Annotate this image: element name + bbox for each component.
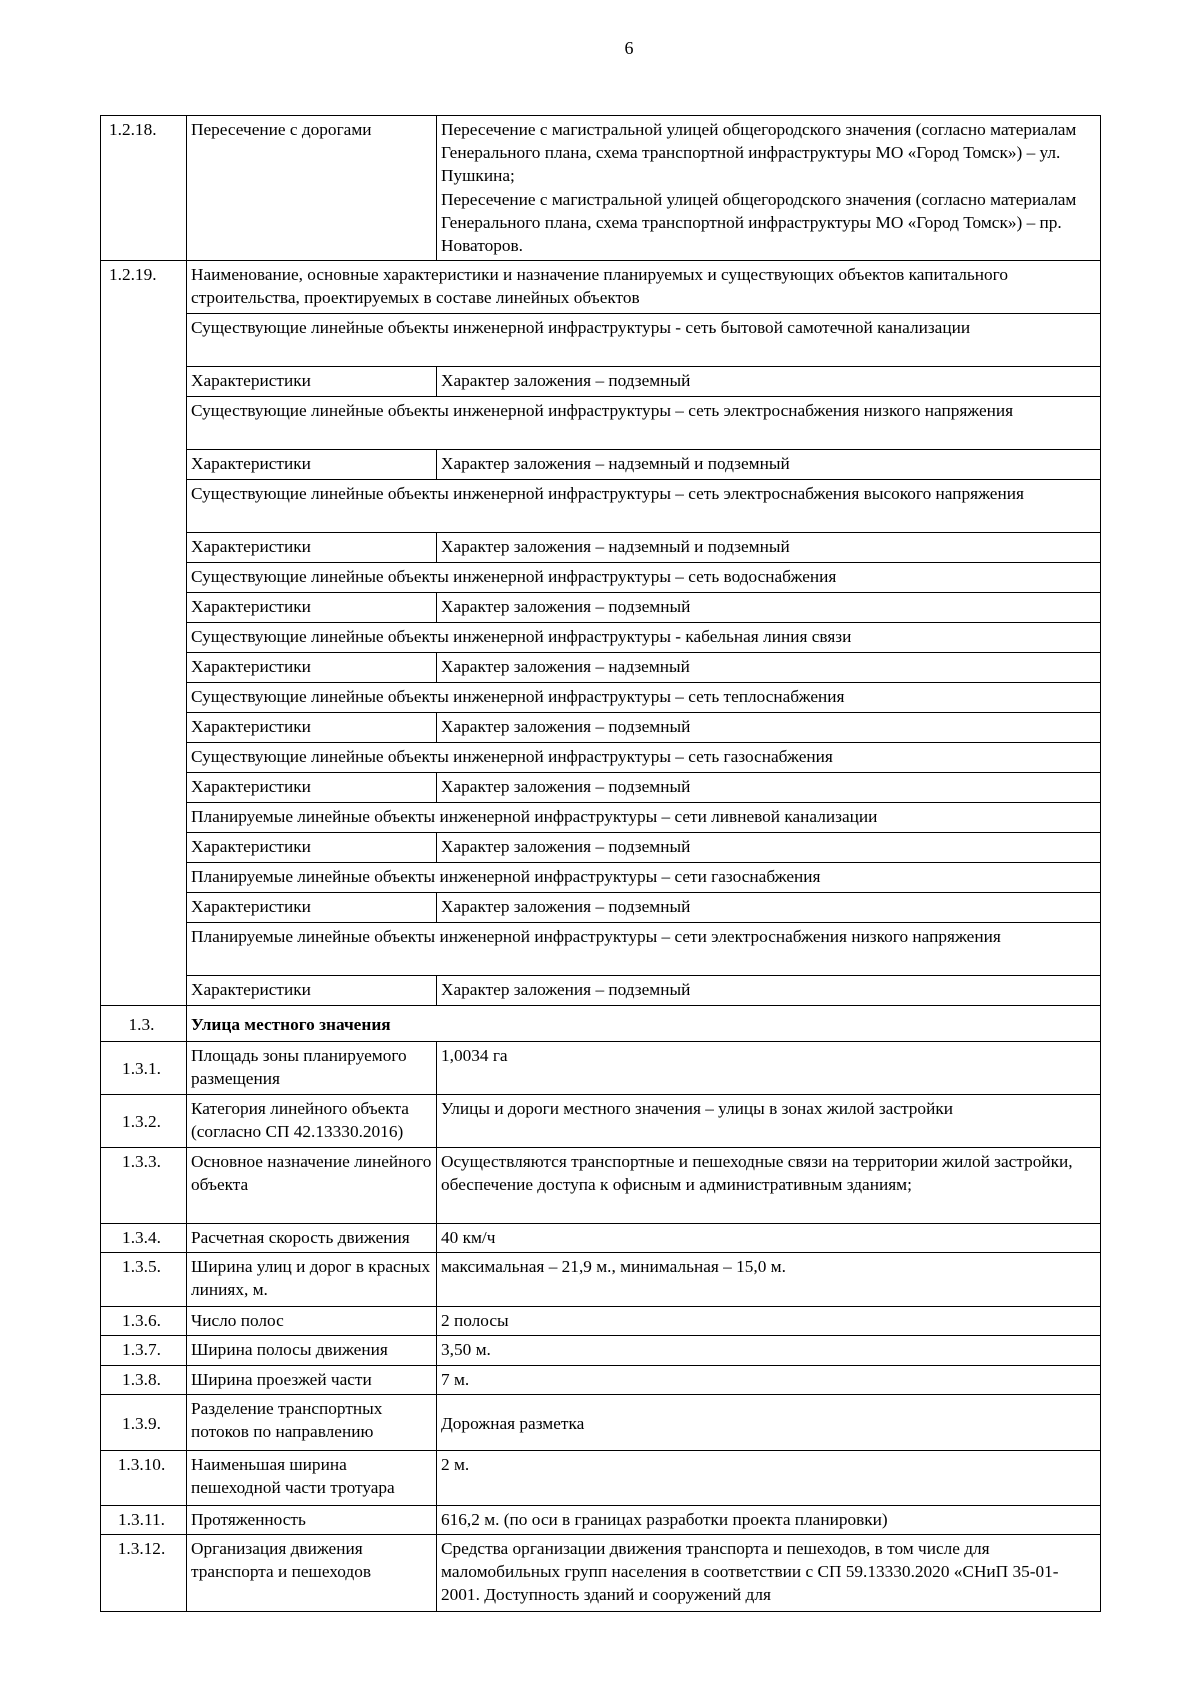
row-label: Расчетная скорость движения <box>187 1224 437 1253</box>
row-label: Площадь зоны планируемого размещения <box>187 1042 437 1095</box>
value-line: Пересечение с магистральной улицей общегородского значения (согласно материалам Генерального плана, схема транспортной инфраструктуры МО «Город Томск») – пр. Новаторов. <box>441 189 1077 256</box>
characteristics-row <box>101 773 1101 803</box>
row-value: Улицы и дороги местного значения – улицы в зонах жилой застройки <box>437 1095 1101 1148</box>
characteristics-value: Характер заложения – надземный и подземный <box>437 450 1101 480</box>
row-value: Дорожная разметка <box>437 1395 1101 1451</box>
row-label: Ширина проезжей части <box>187 1366 437 1395</box>
characteristics-row <box>101 893 1101 923</box>
characteristics-row <box>101 976 1101 1006</box>
row-number: 1.3.9. <box>101 1395 187 1451</box>
row-number: 1.3.2. <box>101 1095 187 1148</box>
section-title: Улица местного значения <box>187 1006 1101 1042</box>
table-row <box>101 1224 1101 1253</box>
table-row <box>101 1253 1101 1307</box>
row-number: 1.3.8. <box>101 1366 187 1395</box>
characteristics-label: Характеристики <box>187 450 437 480</box>
row-label: Разделение транспортных потоков по направлению <box>187 1395 437 1451</box>
table-row <box>101 1451 1101 1506</box>
specs-table <box>100 115 1101 1612</box>
characteristics-value: Характер заложения – подземный <box>437 893 1101 923</box>
table-row <box>101 1535 1101 1612</box>
object-name: Существующие линейные объекты инженерной инфраструктуры – сеть электроснабжения высокого напряжения <box>187 480 1101 533</box>
characteristics-label: Характеристики <box>187 367 437 397</box>
object-name: Существующие линейные объекты инженерной инфраструктуры – сеть электроснабжения низкого напряжения <box>187 397 1101 450</box>
object-row <box>101 314 1101 367</box>
row-number: 1.3.10. <box>101 1451 187 1506</box>
row-number: 1.2.19. <box>101 261 187 1006</box>
object-name: Существующие линейные объекты инженерной инфраструктуры – сеть теплоснабжения <box>187 683 1101 713</box>
table-row <box>101 1042 1101 1095</box>
table-row <box>101 1395 1101 1451</box>
row-value: 40 км/ч <box>437 1224 1101 1253</box>
row-label: Ширина полосы движения <box>187 1336 437 1366</box>
row-number: 1.2.18. <box>101 116 187 261</box>
characteristics-row <box>101 833 1101 863</box>
object-row <box>101 863 1101 893</box>
characteristics-row <box>101 713 1101 743</box>
row-value: Осуществляются транспортные и пешеходные связи на территории жилой застройки, обеспечение доступа к офисным и административным зданиям; <box>437 1148 1101 1224</box>
characteristics-row <box>101 533 1101 563</box>
characteristics-label: Характеристики <box>187 976 437 1006</box>
characteristics-label: Характеристики <box>187 773 437 803</box>
object-name: Планируемые линейные объекты инженерной инфраструктуры – сети ливневой канализации <box>187 803 1101 833</box>
row-label: Наименьшая ширина пешеходной части тротуара <box>187 1451 437 1506</box>
row-label: Протяженность <box>187 1506 437 1535</box>
row-value: 2 м. <box>437 1451 1101 1506</box>
object-row <box>101 923 1101 976</box>
characteristics-value: Характер заложения – подземный <box>437 773 1101 803</box>
value-line: Пересечение с магистральной улицей общегородского значения (согласно материалам Генерального плана, схема транспортной инфраструктуры МО «Город Томск») – ул. Пушкина; <box>441 120 1077 186</box>
table-row <box>101 1095 1101 1148</box>
row-value: 3,50 м. <box>437 1336 1101 1366</box>
characteristics-value: Характер заложения – подземный <box>437 713 1101 743</box>
row-title: Наименование, основные характеристики и назначение планируемых и существующих объектов капитального строительства, проектируемых в составе линейных объектов <box>187 261 1101 314</box>
characteristics-row <box>101 593 1101 623</box>
characteristics-row <box>101 367 1101 397</box>
row-value: максимальная – 21,9 м., минимальная – 15,0 м. <box>437 1253 1101 1307</box>
object-name: Планируемые линейные объекты инженерной инфраструктуры – сети электроснабжения низкого напряжения <box>187 923 1101 976</box>
object-row <box>101 563 1101 593</box>
table-row <box>101 1307 1101 1336</box>
characteristics-label: Характеристики <box>187 593 437 623</box>
row-label: Ширина улиц и дорог в красных линиях, м. <box>187 1253 437 1307</box>
row-number: 1.3.7. <box>101 1336 187 1366</box>
row-number: 1.3.4. <box>101 1224 187 1253</box>
table-row <box>101 1506 1101 1535</box>
object-row <box>101 480 1101 533</box>
row-value: 1,0034 га <box>437 1042 1101 1095</box>
table-row <box>101 1148 1101 1224</box>
table-row <box>101 116 1101 261</box>
characteristics-label: Характеристики <box>187 533 437 563</box>
object-name: Существующие линейные объекты инженерной инфраструктуры - кабельная линия связи <box>187 623 1101 653</box>
object-name: Планируемые линейные объекты инженерной инфраструктуры – сети газоснабжения <box>187 863 1101 893</box>
row-value: 616,2 м. (по оси в границах разработки проекта планировки) <box>437 1506 1101 1535</box>
object-row <box>101 803 1101 833</box>
row-number: 1.3.5. <box>101 1253 187 1307</box>
row-label: Число полос <box>187 1307 437 1336</box>
row-label: Пересечение с дорогами <box>187 116 437 261</box>
row-number: 1.3.11. <box>101 1506 187 1535</box>
row-number: 1.3.12. <box>101 1535 187 1612</box>
row-label: Категория линейного объекта (согласно СП 42.13330.2016) <box>187 1095 437 1148</box>
characteristics-value: Характер заложения – подземный <box>437 593 1101 623</box>
table-row <box>101 261 1101 314</box>
object-name: Существующие линейные объекты инженерной инфраструктуры – сеть водоснабжения <box>187 563 1101 593</box>
row-label: Основное назначение линейного объекта <box>187 1148 437 1224</box>
characteristics-value: Характер заложения – надземный <box>437 653 1101 683</box>
object-row <box>101 397 1101 450</box>
row-number: 1.3.3. <box>101 1148 187 1224</box>
object-name: Существующие линейные объекты инженерной инфраструктуры – сеть газоснабжения <box>187 743 1101 773</box>
row-number: 1.3.1. <box>101 1042 187 1095</box>
row-value <box>437 116 1101 261</box>
object-row <box>101 683 1101 713</box>
characteristics-label: Характеристики <box>187 893 437 923</box>
characteristics-value: Характер заложения – подземный <box>437 976 1101 1006</box>
section-row <box>101 1006 1101 1042</box>
row-value: 7 м. <box>437 1366 1101 1395</box>
row-value: 2 полосы <box>437 1307 1101 1336</box>
section-number: 1.3. <box>101 1006 187 1042</box>
object-row <box>101 743 1101 773</box>
characteristics-label: Характеристики <box>187 833 437 863</box>
characteristics-label: Характеристики <box>187 653 437 683</box>
characteristics-value: Характер заложения – подземный <box>437 833 1101 863</box>
object-name: Существующие линейные объекты инженерной инфраструктуры - сеть бытовой самотечной канализации <box>187 314 1101 367</box>
row-label: Организация движения транспорта и пешеходов <box>187 1535 437 1612</box>
table-row <box>101 1336 1101 1366</box>
object-row <box>101 623 1101 653</box>
characteristics-value: Характер заложения – надземный и подземный <box>437 533 1101 563</box>
characteristics-row <box>101 450 1101 480</box>
row-value: Средства организации движения транспорта и пешеходов, в том числе для маломобильных групп населения в соответствии с СП 59.13330.2020 «СНиП 35-01-2001. Доступность зданий и сооружений для <box>437 1535 1101 1612</box>
row-number: 1.3.6. <box>101 1307 187 1336</box>
characteristics-row <box>101 653 1101 683</box>
page-number: 6 <box>624 38 634 58</box>
characteristics-value: Характер заложения – подземный <box>437 367 1101 397</box>
characteristics-label: Характеристики <box>187 713 437 743</box>
table-row <box>101 1366 1101 1395</box>
